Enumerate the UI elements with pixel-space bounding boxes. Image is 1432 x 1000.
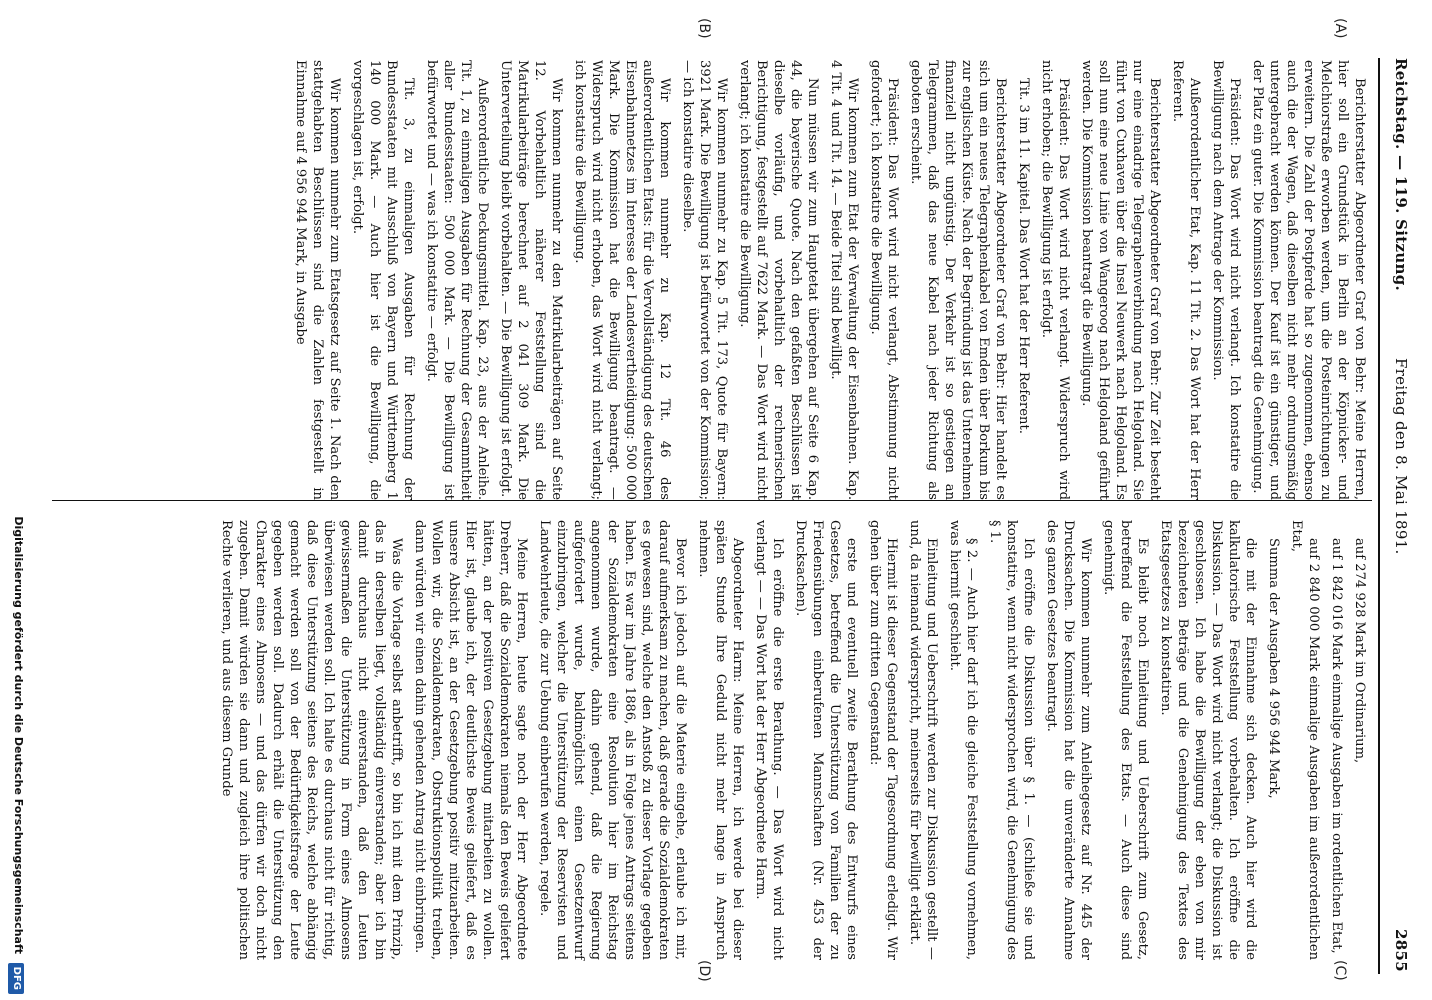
left-column-paragraph: Präsident: Das Wort wird nicht verlangt, Abstimmung nicht gefordert; ich konstatire die Bewilligung. (868, 60, 900, 500)
dfg-logo: DFG (8, 963, 24, 994)
margin-marker-a: (A) (1332, 18, 1348, 39)
column-divider (52, 500, 1372, 501)
right-column-paragraph: Wir kommen nunmehr zum Anleihegesetz auf Nr. 445 der Drucksachen. Die Kommission hat die unveränderte Annahme des ganzen Gesetzes beantragt. (1044, 520, 1093, 960)
right-column-paragraph: Meine Herren, heute sagte noch der Herr Abgeordnete Dreherr, daß die Sozialdemokraten niemals den Beweis geliefert hätten, an der positiven Gesetzgebung mitarbeiten zu wollen. Hier ist, glaube ich, der deutlichste Beweis geliefert, daß es unsere Absicht ist, an der Gesetzgebung positiv mitzuarbeiten. Wollen wir, die Sozialdemokraten, Obstruktionspolitik treiben, dann würden wir einen dahin gehenden Antrag nicht einbringen. (412, 520, 529, 960)
right-column-paragraph: auf 274 928 Mark im Ordinarium, (1352, 538, 1367, 764)
left-column-paragraph: Wir kommen nunmehr zu Kap. 12 Tit. 46 des außerordentlichen Etats: für die Vervollständigung des deutschen Eisenbahnnetzes im Interesse der Landesvertheidigung: 500 000 Mark. Die Kommission hat die Bewilligung beantragt. — Widerspruch wird nicht erhoben, das Wort wird nicht verlangt; ich konstatire die Bewilligung. (572, 60, 672, 500)
digitization-note (0, 0, 40, 1000)
left-column-paragraph: Wir kommen nunmehr zu den Matrikularbeiträgen auf Seite 12. Vorbehaltlich näherer Feststellung sind die Matrikularbeiträge berechnet auf 2 041 309 Mark. Die Unterverteilung bleibt vorbehalten. — Die Bewilligung ist erfolgt. (498, 60, 564, 500)
left-column-paragraph: Berichterstatter Abgeordneter Graf von Behr: Hier handelt es sich um ein neues Telegraphenkabel von Emden über Borkum bis zur englischen Küste. Nach der Begründung ist das Unternehmen finanziell nicht ungünstig. Der Verkehr ist so gestiegen an Telegrammen, daß das neue Kabel nach jeder Richtung als geboten erscheint. (908, 60, 1008, 500)
right-column-paragraph: Hiermit ist dieser Gegenstand der Tagesordnung erledigt. Wir gehen über zum dritten Gegenstand: (867, 520, 899, 960)
right-column-paragraph: Einleitung und Ueberschrift werden zur Diskussion gestellt — und, da niemand widerspricht, meinerseits für bewilligt erklärt. (907, 520, 939, 960)
header-left: Reichstag. — 119. Sitzung. (1392, 58, 1410, 292)
header-rule (1378, 58, 1380, 974)
running-head (1384, 58, 1410, 972)
right-column-paragraph: Es bleibt noch Einleitung und Ueberschrift zum Gesetz, betreffend die Feststellung des Etats. — Auch diese sind genehmigt. (1101, 520, 1150, 960)
right-column (68, 520, 1368, 960)
right-column-paragraph: die mit der Einnahme sich decken. Auch hier wird die kalkulatorische Feststellung vorbehalten. Ich eröffne die Diskussion. — Das Wort wird nicht verlangt; die Diskussion ist geschlossen. Ich habe die Bewilligung der eben von mir bezeichneten Beträge und die Genehmigung des Textes des Etatsgesetzes zu konstatiren. (1158, 520, 1258, 960)
left-column-paragraph: Wir kommen zum Etat der Verwaltung der Eisenbahnen. Kap. 4 Tit. 4 und Tit. 14. — Beide Titel sind bewilligt. (828, 60, 860, 500)
right-column-paragraph: erste und eventuell zweite Berathung des Entwurfs eines Gesetzes, betreffend die Unterstützung von Familien der zu Friedensübungen einberufenen Mannschaften (Nr. 453 der Drucksachen). (793, 520, 859, 960)
left-column-paragraph: Außerordentliche Deckungsmittel. Kap. 23, aus der Anleihe. Tit. 1, zu einmaligen Ausgaben für Rechnung der Gesammtheit aller Bundesstaaten: 500 000 Mark. — Die Bewilligung ist befürwortet und — was ich konstatire — erfolgt. (424, 60, 490, 500)
left-column-paragraph: Präsident: Das Wort wird nicht verlangt. Ich konstatire die Bewilligung nach dem Antrage der Kommission. (1210, 60, 1242, 500)
right-column-paragraph: Abgeordneter Harm: Meine Herren, ich werde bei dieser späten Stunde Ihre Geduld nicht mehr lange in Anspruch nehmen. (696, 520, 745, 960)
right-column-paragraph: auf 2 840 000 Mark einmalige Ausgaben im außerordentlichen Etat, (1289, 520, 1321, 960)
left-column-paragraph: Berichterstatter Abgeordneter Graf von Behr: Zur Zeit besteht nur eine einadrige Telegraphenverbindung nach Helgoland. Sie führt von Cuxhaven über die Insel Neuwerk nach Helgoland. Es soll nun eine neue Linie von Wangeroog nach Helgoland geführt werden. Die Kommission beantragt die Bewilligung. (1079, 60, 1162, 500)
left-column (68, 60, 1368, 500)
left-column-paragraph: Wir kommen nunmehr zu Kap. 5 Tit. 173, Quote für Bayern: 3921 Mark. Die Bewilligung ist befürwortet von der Kommission; — ich konstatire dieselbe. (680, 60, 729, 500)
right-column-paragraph: Bevor ich jedoch auf die Materie eingehe, erlaube ich mir, darauf aufmerksam zu machen, daß gerade die Sozialdemokraten es gewesen sind, welche den Anstoß zu dieser Vorlage gegeben haben. Es war im Jahre 1886, als in Folge jenes Antrags seitens der Sozialdemokraten eine Resolution hier im Reichstag angenommen wurde, dahin gehend, daß die Regierung aufgefordert wurde, baldmöglichst einen Gesetzentwurf einzubringen, welcher die Unterstützung der Reservisten und Landwehrleute, die zur Uebung einberufen werden, regele. (537, 520, 688, 960)
margin-marker-d: (D) (696, 960, 712, 982)
right-column-paragraph: Ich eröffne die Diskussion über § 1. — (schließe sie und konstatire, wenn nicht widersprochen wird, die Genehmigung des § 1. (987, 520, 1036, 960)
left-column-paragraph: Tit. 3 im 11. Kapitel. Das Wort hat der Herr Referent. (1016, 78, 1031, 434)
header-date: Freitag den 8. Mai 1891. (1392, 358, 1410, 555)
right-column-paragraph: Ich eröffne die erste Berathung. — Das Wort wird nicht verlangt — — Das Wort hat der Herr Abgeordnete Harm. (753, 520, 785, 960)
left-column-paragraph: Berichterstatter Abgeordneter Graf von Behr: Meine Herren, hier soll ein Grundstück in Berlin an der Köpnicker- und Melchiorstraße erworben werden, um die Posteinrichtungen zu erweitern. Die Zahl der Postpferde hat so zugenommen, ebenso auch die der Wagen, daß dieselben nicht mehr ordnungsmäßig untergebracht werden können. Der Kauf ist ein günstiger, und der Platz ein guter. Die Kommission beantragt die Genehmigung. (1250, 60, 1367, 500)
left-column-paragraph: Wir kommen nunmehr zum Etatsgesetz auf Seite 1. Nach den stattgehabten Beschlüssen sind die Zahlen festgestellt in Einnahme auf 4 956 944 Mark, in Ausgabe (293, 60, 342, 500)
left-column-paragraph: Nun müssen wir zum Hauptetat übergehen auf Seite 6 Kap. 44, die bayerische Quote. Nach den gefaßten Beschlüssen ist dieselbe vorläufig, und vorbehaltlich der rechnerischen Berichtigung, festgestellt auf 7622 Mark. — Das Wort wird nicht verlangt; ich konstatire die Bewilligung. (737, 60, 820, 500)
left-column-paragraph: Präsident: Das Wort wird nicht verlangt. Widerspruch wird nicht erhoben; die Bewilligung ist erfolgt. (1039, 60, 1071, 500)
funding-note: Digitalisierung gefördert durch die Deutsche Forschungsgemeinschaft (12, 516, 25, 954)
left-column-paragraph: Außerordentlicher Etat, Kap. 11 Tit. 2. Das Wort hat der Herr Referent. (1170, 60, 1202, 500)
left-column-paragraph: Tit. 3, zu einmaligen Ausgaben für Rechnung der Bundesstaaten mit Ausschluß von Bayern und Württemberg 1 140 000 Mark. — Auch hier ist die Bewilligung, die vorgeschlagen ist, erfolgt. (350, 60, 416, 500)
margin-marker-c: (C) (1332, 960, 1348, 981)
page-number: 2855 (1392, 929, 1410, 972)
right-column-paragraph: § 2. — Auch hier darf ich die gleiche Feststellung vornehmen, was hiermit geschieht. (947, 520, 979, 960)
right-column-paragraph: Was die Vorlage selbst anbetrifft, so bin ich mit dem Prinzip, das in derselben liegt, vollständig einverstanden; aber ich bin damit durchaus nicht einverstanden, daß den Leuten gewissermaßen die Unterstützung in Form eines Almosens überwiesen werden soll. Ich halte es durchaus nicht für richtig, daß diese Unterstützung seitens des Reichs, welche abhängig gemacht werden soll von der Bedürftigkeitsfrage der Leute gegeben werden soll. Dadurch erhält die Unterstützung den Charakter eines Almosens — und das dürfen wir doch nicht zugeben. Damit würden sie dann und zugleich ihre politischen Rechte verlieren, und aus diesem Grunde (219, 520, 404, 960)
margin-marker-b: (B) (696, 18, 712, 39)
right-column-paragraph: auf 1 842 016 Mark einmalige Ausgaben im ordentlichen Etat, (1329, 538, 1344, 954)
right-column-paragraph: Summa der Ausgaben 4 956 944 Mark, (1266, 538, 1281, 799)
